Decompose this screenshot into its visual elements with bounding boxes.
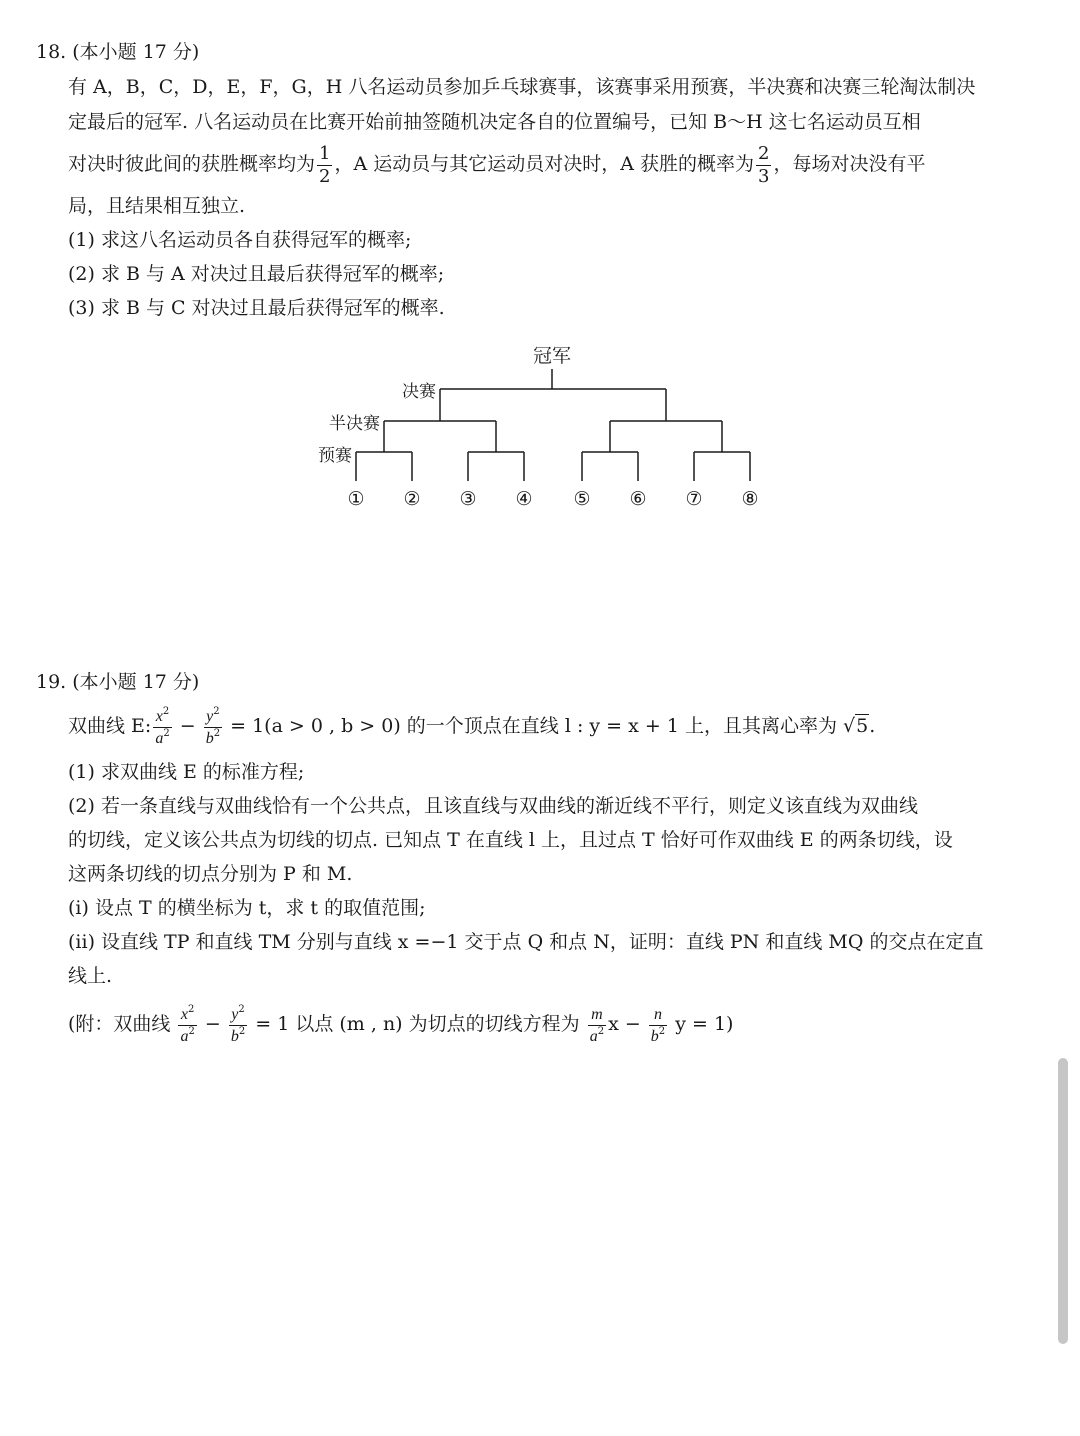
note-text-b: = 1 以点 (m , n) 为切点的切线方程为 <box>255 1013 580 1035</box>
slot-label-8: ⑧ <box>741 488 759 510</box>
var-x: x <box>155 707 163 725</box>
q18-title: 18. (本小题 17 分) <box>36 41 200 63</box>
q19-subq-2-line3: 这两条切线的切点分别为 P 和 M. <box>68 863 353 885</box>
slot-label-3: ③ <box>459 488 477 510</box>
q19-line1-text-a: 双曲线 E: <box>68 715 152 737</box>
q18-para-line3 <box>68 140 925 188</box>
note-text-d: y = 1) <box>675 1013 734 1035</box>
q19-appendix-note: (附：双曲线 $\frac{x^2}{a^2}$ − $\frac{y^2}{b^2}$ = 1 以点 (m , n) 为切点的切线方程为 $\frac{m}{a^2}$ x − $\frac{n}{b^2}$ y = 1) <box>68 1003 734 1045</box>
radicand: 5 <box>856 715 869 737</box>
frac-denominator: $a^2$ <box>180 1025 195 1045</box>
q18-subq-2: (2) 求 B 与 A 对决过且最后获得冠军的概率; <box>68 263 445 285</box>
var-b: b <box>650 1027 659 1045</box>
q18-para-line2: 定最后的冠军. 八名运动员在比赛开始前抽签随机决定各自的位置编号，已知 B～H 这七名运动员互相 <box>68 111 921 133</box>
frac-denominator: $b^2$ <box>650 1025 666 1045</box>
fraction-m-over-a2 <box>588 1006 606 1045</box>
var-n: n <box>653 1005 662 1023</box>
frac-numerator: 2 <box>758 142 770 164</box>
frac-numerator: $y^2$ <box>204 708 222 728</box>
note-text-c: x − <box>608 1013 641 1035</box>
frac-numerator <box>649 1006 667 1026</box>
note-text-a: (附：双曲线 <box>68 1013 171 1035</box>
frac-denominator: $b^2$ <box>230 1025 246 1045</box>
frac-numerator: $y^2$ <box>229 1006 247 1026</box>
label-preliminary: 预赛 <box>318 446 352 466</box>
frac-denominator: $b^2$ <box>205 727 221 747</box>
label-champion: 冠军 <box>532 345 572 367</box>
q18-subq-1: (1) 求这八名运动员各自获得冠军的概率; <box>68 229 412 251</box>
tournament-bracket-diagram <box>300 335 780 520</box>
var-x: x <box>180 1005 189 1023</box>
var-b: b <box>230 1027 239 1045</box>
q18-line3-text-a: 对决时彼此间的获胜概率均为 <box>68 153 316 175</box>
fraction-y2-over-b2 <box>204 705 222 747</box>
var-b: b <box>205 729 214 747</box>
sqrt-five: √5 <box>843 715 869 737</box>
fraction-one-half <box>317 142 332 187</box>
fraction-x2-over-a2 <box>153 705 171 747</box>
q18-subq-3: (3) 求 B 与 C 对决过且最后获得冠军的概率. <box>68 297 445 319</box>
q18-para-line4: 局，且结果相互独立. <box>68 195 246 217</box>
var-y: y <box>206 707 214 725</box>
slot-label-1: ① <box>347 488 365 510</box>
var-a: a <box>180 1027 189 1045</box>
fraction-y2-over-b2 <box>229 1003 247 1045</box>
vertical-scrollbar[interactable] <box>1058 1058 1068 1344</box>
frac-denominator: 2 <box>319 165 331 187</box>
q19-subq-2-line2: 的切线，定义该公共点为切线的切点. 已知点 T 在直线 l 上，且过点 T 恰好可作双曲线 E 的两条切线，设 <box>68 829 953 851</box>
frac-denominator: 3 <box>758 165 770 187</box>
q19-subq-1: (1) 求双曲线 E 的标准方程; <box>68 761 305 783</box>
label-final: 决赛 <box>402 382 436 402</box>
q19-line1-text-b: = 1(a > 0 , b > 0) 的一个顶点在直线 l : y = x + 1 上，且其离心率为 <box>230 715 837 737</box>
q19-subq-2-line1: (2) 若一条直线与双曲线恰有一个公共点，且该直线与双曲线的渐近线不平行，则定义该直线为双曲线 <box>68 795 918 817</box>
var-y: y <box>231 1005 239 1023</box>
q18-line3-text-b: ，A 运动员与其它运动员对决时，A 获胜的概率为 <box>334 153 754 175</box>
slot-label-2: ② <box>403 488 421 510</box>
var-a: a <box>155 729 164 747</box>
slot-label-6: ⑥ <box>629 488 647 510</box>
var-a: a <box>589 1027 598 1045</box>
fraction-x2-over-a2 <box>178 1003 196 1045</box>
frac-denominator: $a^2$ <box>155 727 170 747</box>
period: . <box>869 715 876 737</box>
var-m: m <box>591 1005 603 1023</box>
q19-title: 19. (本小题 17 分) <box>36 671 200 693</box>
frac-numerator: $x^2$ <box>178 1006 196 1026</box>
frac-denominator: $a^2$ <box>589 1025 605 1045</box>
slot-label-7: ⑦ <box>685 488 703 510</box>
frac-numerator <box>588 1006 606 1026</box>
label-semifinal: 半决赛 <box>329 414 380 434</box>
slot-label-4: ④ <box>515 488 533 510</box>
q19-para-line1: 双曲线 E: $\frac{x^2}{a^2}$ − $\frac{y^2}{b^2}$ = 1(a > 0 , b > 0) 的一个顶点在直线 l : y = x + 1 上，且其离心率为 √5. <box>68 702 875 750</box>
q18-para-line1: 有 A，B，C，D，E，F，G，H 八名运动员参加乒乓球赛事，该赛事采用预赛，半决赛和决赛三轮淘汰制决 <box>68 76 976 98</box>
q19-subq-ii-line2: 线上. <box>68 965 113 987</box>
fraction-n-over-b2 <box>649 1006 667 1045</box>
q19-subq-ii-line1: (ii) 设直线 TP 和直线 TM 分别与直线 x =−1 交于点 Q 和点 N，证明：直线 PN 和直线 MQ 的交点在定直 <box>68 931 984 953</box>
q19-subq-i: (i) 设点 T 的横坐标为 t，求 t 的取值范围; <box>68 897 426 919</box>
frac-numerator: $x^2$ <box>153 708 171 728</box>
q18-line3-text-c: ，每场对决没有平 <box>773 153 926 175</box>
frac-numerator: 1 <box>319 142 331 164</box>
fraction-two-thirds <box>756 142 771 187</box>
slot-label-5: ⑤ <box>573 488 591 510</box>
